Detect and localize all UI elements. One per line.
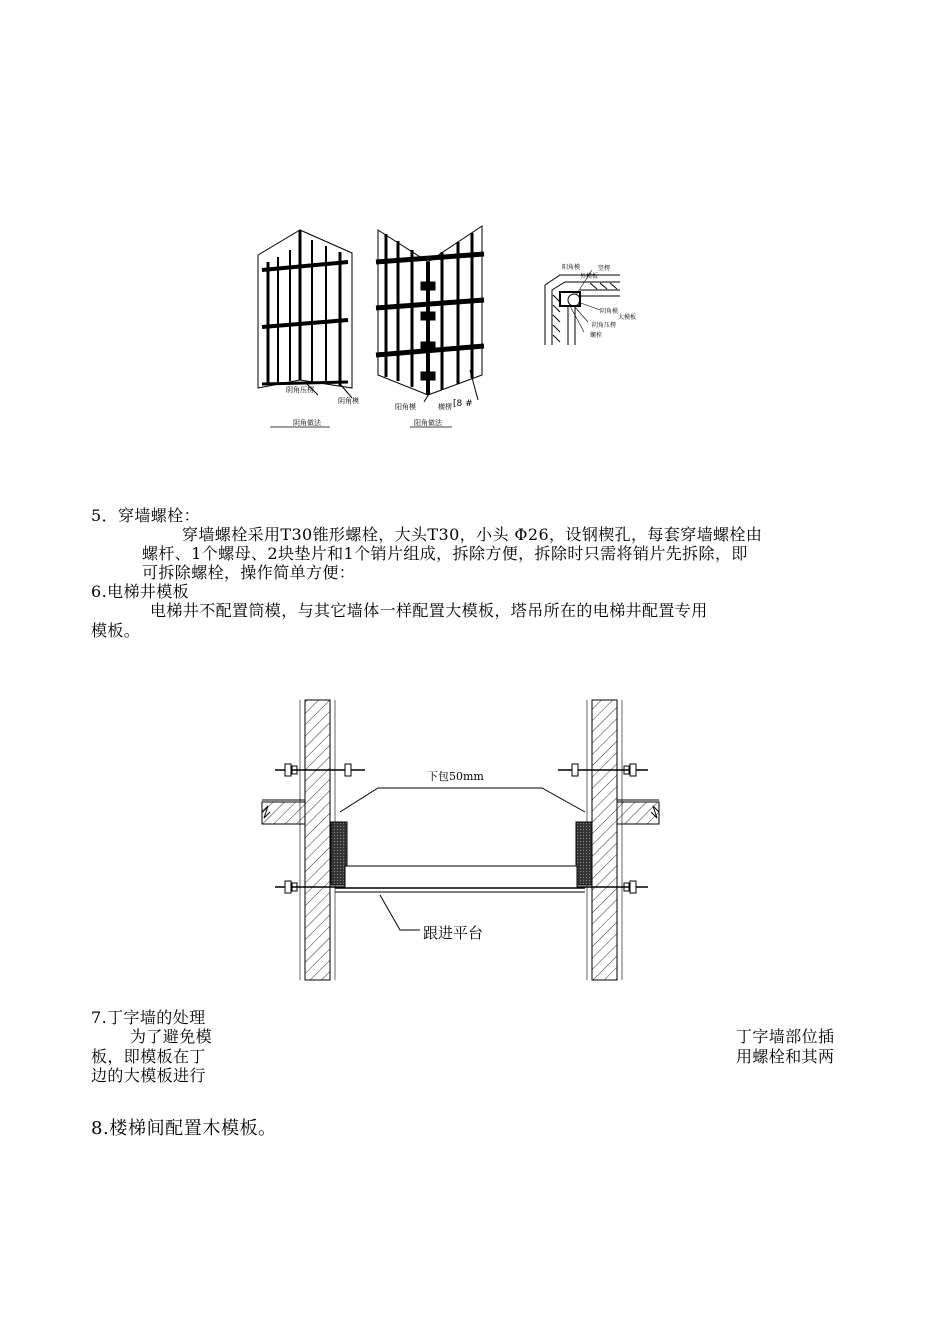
plan-large-form-label: 大模板 (618, 314, 637, 321)
inside-corner-pressure-rib-label: 阴角压楞 (286, 386, 314, 394)
section6-heading: 6.电梯井模板 (91, 582, 190, 601)
section6-line2: 模板。 (91, 621, 141, 640)
channel-steel-label: [8 # (453, 399, 473, 409)
section5-line1: 穿墙螺栓采用T30锥形螺栓，大头T30，小头 Φ26，设钢楔孔，每套穿墙螺栓由 (182, 525, 763, 544)
outside-corner-form-label: 阳角模 (395, 403, 416, 411)
section7-line1-right: 丁字墙部位插 (736, 1027, 835, 1046)
section7-line3-left: 边的大模板进行 (91, 1066, 206, 1085)
wrap-50mm-label: 下包50mm (427, 770, 484, 783)
section7-line2-right: 用螺栓和其两 (736, 1047, 835, 1066)
plan-outside-corner-label: 阳角模 (562, 264, 581, 271)
section7-heading: 7.丁字墙的处理 (91, 1008, 206, 1027)
section7-line2-left: 板，即模板在丁 (91, 1047, 206, 1066)
inside-corner-form-label: 阴角模 (338, 397, 359, 405)
section8-heading: 8.楼梯间配置木模板。 (91, 1118, 277, 1139)
plan-pressure-rib-label: 阴角压楞 (592, 322, 617, 329)
horizontal-rib-label: 横楞 (438, 403, 452, 411)
follow-up-platform-label: 跟进平台 (423, 924, 484, 942)
plan-bolt-label: 螺栓 (590, 332, 603, 339)
plan-stud-label: 竖楞 (598, 265, 611, 272)
outside-corner-caption: 阳角做法 (414, 419, 442, 427)
section5-heading: 5．穿墙螺栓： (91, 506, 200, 525)
section6-line1: 电梯井不配置筒模，与其它墙体一样配置大模板，塔吊所在的电梯井配置专用 (150, 601, 708, 620)
plan-outer-form-label: 外模板 (580, 273, 599, 280)
inside-corner-caption: 阴角做法 (293, 419, 321, 427)
section5-line3: 可拆除螺栓，操作简单方便： (142, 563, 356, 582)
section5-line2: 螺杆、1个螺母、2块垫片和1个销片组成，拆除方便，拆除时只需将销片先拆除，即 (142, 544, 748, 563)
plan-inside-corner-label: 阴角模 (600, 308, 619, 315)
section7-line1-left: 为了避免模 (130, 1027, 213, 1046)
